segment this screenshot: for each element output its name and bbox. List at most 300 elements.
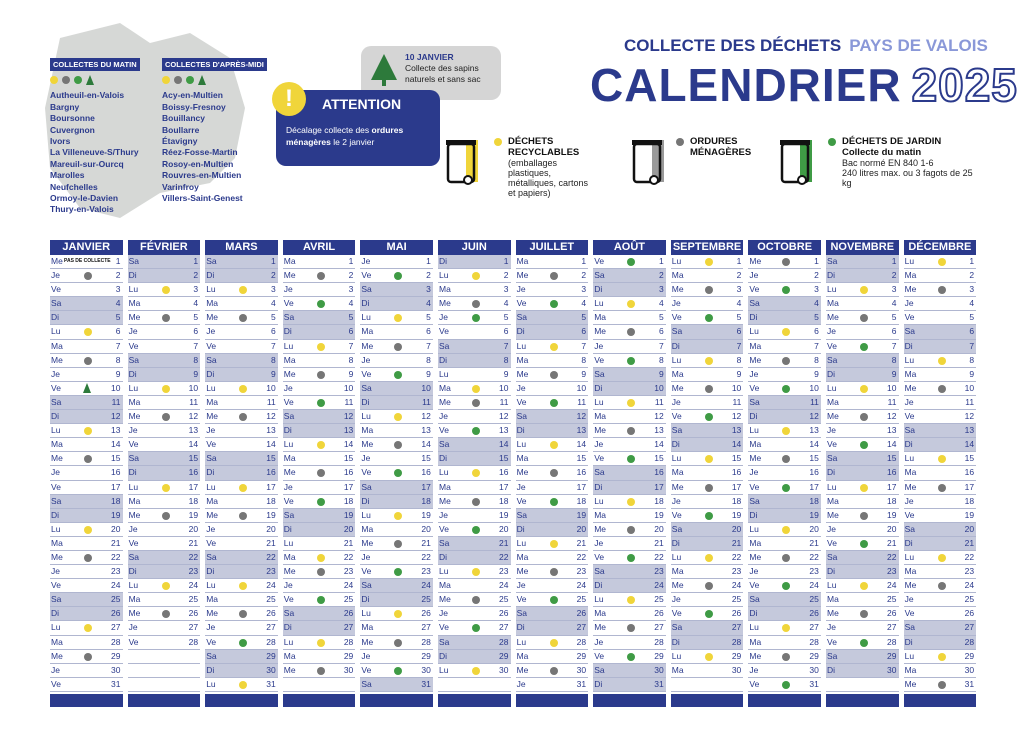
- day-row: [283, 650, 356, 664]
- jardin-dot: [782, 286, 790, 294]
- legend-jardin: DÉCHETS DE JARDIN Collecte du matin Bac normé EN 840 1-6 240 litres max. ou 3 fagots de 25 kg: [828, 136, 978, 188]
- day-name: Di: [361, 594, 370, 605]
- jardin-dot: [550, 399, 558, 407]
- day-number: 3: [814, 284, 819, 295]
- day-name: Sa: [827, 453, 838, 464]
- month-footer: [516, 694, 589, 707]
- day-name: Lu: [206, 481, 216, 492]
- morning-communes: [50, 58, 140, 216]
- day-name: Ve: [904, 411, 915, 422]
- recyclables-dot: [705, 357, 713, 365]
- day-number: 23: [343, 566, 354, 577]
- recyclables-dot: [394, 314, 402, 322]
- day-row: [593, 255, 666, 269]
- day-name: Me: [51, 354, 63, 365]
- day-row: [593, 621, 666, 635]
- day-name: Sa: [516, 509, 527, 520]
- day-name: Di: [206, 467, 215, 478]
- day-number: 24: [188, 580, 199, 591]
- day-row: [593, 607, 666, 621]
- day-number: 10: [576, 382, 587, 393]
- day-number: 6: [736, 326, 742, 337]
- day-number: 15: [343, 453, 354, 464]
- day-number: 17: [576, 481, 587, 492]
- menageres-dot: [782, 653, 790, 661]
- day-name: Me: [283, 270, 296, 281]
- day-row: [360, 311, 433, 325]
- day-number: 11: [577, 396, 587, 407]
- day-name: Di: [904, 439, 913, 450]
- day-name: Me: [904, 481, 917, 492]
- day-number: 21: [188, 537, 199, 548]
- day-name: Je: [439, 411, 448, 422]
- recyclables-dot: [705, 455, 713, 463]
- day-row: [671, 255, 744, 269]
- day-name: Je: [128, 523, 138, 534]
- day-number: 16: [343, 467, 354, 478]
- day-row: [826, 621, 899, 635]
- day-row: [671, 579, 744, 593]
- month-header: JANVIER: [50, 240, 123, 255]
- day-row: [904, 297, 977, 311]
- day-number: 12: [188, 411, 199, 422]
- day-number: 7: [891, 340, 897, 351]
- day-number: 13: [731, 425, 742, 436]
- day-name: Me: [671, 284, 684, 295]
- day-row: [283, 664, 356, 678]
- month-header: JUILLET: [516, 240, 589, 255]
- day-row: [904, 382, 977, 396]
- day-name: Je: [827, 326, 836, 337]
- day-name: Ve: [206, 537, 217, 548]
- day-name: Je: [749, 664, 759, 675]
- day-name: Je: [361, 551, 371, 562]
- menageres-dot: [705, 484, 713, 492]
- recyclables-dot: [627, 300, 635, 308]
- day-name: Lu: [51, 523, 61, 534]
- day-row: [205, 382, 278, 396]
- day-name: Ma: [671, 270, 684, 281]
- day-number: 22: [576, 551, 587, 562]
- day-number: 29: [887, 650, 897, 661]
- day-row: [360, 650, 433, 664]
- day-row: [593, 368, 666, 382]
- day-row: [283, 481, 356, 495]
- day-row: [438, 621, 511, 635]
- day-name: Ma: [904, 270, 917, 281]
- day-name: Ma: [283, 256, 296, 266]
- day-name: Me: [283, 467, 296, 478]
- day-number: 12: [111, 411, 121, 422]
- day-name: Je: [51, 566, 60, 577]
- day-number: 14: [731, 439, 742, 450]
- day-number: 17: [188, 481, 199, 492]
- day-number: 16: [266, 467, 276, 478]
- day-number: 16: [964, 467, 975, 478]
- day-row: [904, 396, 977, 410]
- day-number: 9: [891, 368, 897, 379]
- day-number: 13: [809, 425, 819, 436]
- day-number: 11: [965, 396, 975, 407]
- day-name: Ve: [827, 340, 837, 351]
- day-name: Di: [283, 622, 292, 633]
- day-name: Di: [51, 411, 60, 422]
- day-name: Ma: [128, 396, 141, 407]
- day-name: Ve: [594, 453, 605, 464]
- menageres-dot: [162, 413, 170, 421]
- commune-name: Varinfroy: [162, 181, 199, 192]
- day-row: [128, 368, 201, 382]
- month-column: [128, 240, 201, 707]
- day-name: Di: [671, 439, 680, 450]
- commune-name: Ivors: [50, 136, 71, 147]
- day-number: 10: [731, 382, 742, 393]
- day-row: [516, 537, 589, 551]
- day-number: 4: [193, 298, 199, 309]
- day-name: Me: [128, 608, 141, 619]
- day-row: [826, 523, 899, 537]
- day-row: [904, 509, 977, 523]
- recyclables-dot: [938, 357, 946, 365]
- day-row: [50, 283, 123, 297]
- day-row: [438, 424, 511, 438]
- day-number: 21: [343, 537, 354, 548]
- day-name: Sa: [671, 425, 683, 436]
- day-name: Di: [594, 284, 603, 295]
- day-row: [516, 354, 589, 368]
- day-number: 13: [499, 425, 509, 436]
- day-number: 11: [344, 396, 354, 407]
- day-row: [593, 509, 666, 523]
- day-number: 7: [270, 340, 276, 351]
- commune-name: Autheuil-en-Valois: [50, 90, 125, 101]
- day-name: Sa: [594, 368, 605, 379]
- day-name: Me: [51, 256, 63, 266]
- day-name: Lu: [361, 608, 371, 619]
- day-number: 24: [266, 580, 276, 591]
- day-name: Me: [128, 411, 141, 422]
- day-row: [50, 607, 123, 621]
- menageres-dot: [938, 582, 946, 590]
- day-number: 23: [111, 566, 121, 577]
- jardin-dot: [705, 610, 713, 618]
- day-number: 10: [421, 382, 431, 393]
- day-number: 24: [576, 580, 587, 591]
- recyclables-dot: [938, 554, 946, 562]
- day-number: 22: [343, 551, 354, 562]
- day-number: 12: [964, 411, 975, 422]
- day-number: 21: [499, 537, 509, 548]
- day-name: Me: [671, 382, 684, 393]
- day-name: Ve: [206, 439, 217, 450]
- tree-icon: [198, 75, 206, 85]
- day-name: Ve: [361, 664, 372, 675]
- day-number: 20: [266, 523, 276, 534]
- day-row: [516, 396, 589, 410]
- day-name: Me: [516, 467, 529, 478]
- day-number: 1: [193, 256, 199, 266]
- day-number: 9: [736, 368, 742, 379]
- day-row: [826, 509, 899, 523]
- day-row: [205, 593, 278, 607]
- commune-name: Boissy-Fresnoy: [162, 101, 226, 112]
- day-number: 8: [503, 354, 509, 365]
- day-number: 20: [421, 523, 431, 534]
- day-name: Di: [51, 312, 60, 323]
- day-name: Di: [283, 326, 292, 337]
- day-number: 6: [814, 326, 819, 337]
- day-number: 25: [499, 594, 509, 605]
- day-name: Je: [361, 354, 371, 365]
- day-name: Sa: [594, 270, 605, 281]
- day-row: [826, 664, 899, 678]
- recyclables-dot: [782, 624, 790, 632]
- menageres-dot: [550, 371, 558, 379]
- day-row: [128, 537, 201, 551]
- day-number: 5: [426, 312, 431, 323]
- recyclables-dot: [472, 385, 480, 393]
- day-name: Je: [51, 270, 60, 281]
- day-name: Me: [361, 439, 374, 450]
- day-name: Lu: [206, 284, 216, 295]
- day-name: Lu: [516, 340, 527, 351]
- day-row: [283, 255, 356, 269]
- recyclables-dot: [394, 512, 402, 520]
- day-name: Me: [206, 608, 218, 619]
- day-name: Ma: [206, 594, 218, 605]
- day-name: Sa: [361, 580, 372, 591]
- day-row: [283, 368, 356, 382]
- day-number: 27: [887, 622, 897, 633]
- day-row: [50, 495, 123, 509]
- day-row: [205, 438, 278, 452]
- day-row: [593, 354, 666, 368]
- day-number: 13: [421, 425, 431, 436]
- month-column: [671, 240, 744, 707]
- day-row: [593, 466, 666, 480]
- day-name: Lu: [516, 636, 527, 647]
- afternoon-communes: [162, 58, 267, 204]
- day-name: Ma: [206, 396, 218, 407]
- day-row: [360, 452, 433, 466]
- menageres-dot: [550, 667, 558, 675]
- day-name: Ve: [516, 396, 527, 407]
- day-name: Ma: [904, 566, 917, 577]
- day-row: [128, 340, 201, 354]
- day-name: Je: [283, 382, 293, 393]
- day-name: Me: [749, 453, 762, 464]
- jardin-dot: [394, 568, 402, 576]
- day-row: [283, 678, 356, 692]
- day-number: 6: [658, 326, 664, 337]
- day-number: 26: [654, 608, 664, 619]
- day-number: 12: [421, 411, 431, 422]
- jardin-dot: [550, 498, 558, 506]
- day-number: 8: [193, 354, 199, 365]
- day-name: Lu: [439, 566, 449, 577]
- day-row: [360, 565, 433, 579]
- day-name: Lu: [51, 326, 61, 337]
- day-row: [748, 340, 821, 354]
- day-number: 1: [426, 256, 431, 266]
- legend-recyclables: DÉCHETS RECYCLABLES (emballages plastiques, métalliques, cartons et papiers): [486, 136, 596, 198]
- day-row: [205, 452, 278, 466]
- day-number: 2: [658, 270, 664, 281]
- day-number: 10: [499, 382, 509, 393]
- day-name: Sa: [128, 354, 139, 365]
- day-number: 18: [887, 495, 897, 506]
- day-number: 29: [266, 650, 276, 661]
- day-row: [516, 509, 589, 523]
- jardin-dot: [860, 441, 868, 449]
- day-number: 30: [809, 664, 819, 675]
- day-number: 17: [266, 481, 276, 492]
- commune-name: Boullarre: [162, 124, 200, 135]
- day-number: 23: [188, 566, 199, 577]
- month-footer: [205, 694, 278, 707]
- day-name: Ma: [206, 298, 218, 309]
- day-number: 21: [964, 537, 975, 548]
- day-number: 25: [421, 594, 431, 605]
- day-row: [360, 495, 433, 509]
- day-number: 12: [499, 411, 509, 422]
- day-row: [128, 396, 201, 410]
- day-name: Je: [594, 340, 604, 351]
- day-row: [438, 311, 511, 325]
- commune-name: Boursonne: [50, 113, 95, 124]
- day-name: Ve: [283, 594, 294, 605]
- day-name: Me: [594, 326, 606, 337]
- day-row: [283, 297, 356, 311]
- day-row: [904, 650, 977, 664]
- menageres-dot: [938, 385, 946, 393]
- afternoon-dots: [162, 74, 267, 86]
- day-name: Di: [206, 368, 215, 379]
- day-name: Sa: [749, 495, 760, 506]
- day-name: Ve: [206, 636, 217, 647]
- day-number: 28: [654, 636, 664, 647]
- jardin-dot: [550, 596, 558, 604]
- day-number: 11: [654, 396, 664, 407]
- day-number: 1: [814, 256, 819, 266]
- day-number: 5: [736, 312, 742, 323]
- day-number: 2: [270, 270, 276, 281]
- recyclables-dot: [860, 484, 868, 492]
- day-number: 8: [115, 354, 121, 365]
- day-number: 16: [421, 467, 431, 478]
- day-number: 16: [499, 467, 509, 478]
- day-name: Di: [206, 566, 215, 577]
- day-number: 1: [115, 256, 121, 266]
- day-number: 6: [270, 326, 276, 337]
- day-number: 10: [188, 382, 199, 393]
- day-row: [205, 354, 278, 368]
- day-row: [516, 565, 589, 579]
- day-name: Je: [128, 622, 138, 633]
- day-number: 14: [343, 439, 354, 450]
- jardin-dot: [860, 540, 868, 548]
- day-number: 8: [270, 354, 276, 365]
- day-row: [360, 269, 433, 283]
- day-row: [748, 424, 821, 438]
- day-row: [360, 579, 433, 593]
- day-row: [516, 523, 589, 537]
- day-row: [438, 452, 511, 466]
- day-name: Ve: [439, 622, 449, 633]
- day-row: [128, 452, 201, 466]
- day-number: 2: [969, 270, 975, 281]
- menageres-dot: [938, 484, 946, 492]
- menageres-dot: [627, 526, 635, 534]
- day-name: Me: [439, 594, 451, 605]
- day-row: [671, 325, 744, 339]
- day-number: 24: [809, 580, 819, 591]
- day-name: Sa: [361, 678, 372, 689]
- menageres-dot: [860, 512, 868, 520]
- day-row: [904, 678, 977, 692]
- day-row: [283, 537, 356, 551]
- recyclables-dot: [472, 469, 480, 477]
- day-name: Lu: [283, 439, 294, 450]
- day-row: [283, 452, 356, 466]
- day-number: 18: [343, 495, 354, 506]
- day-row: [671, 636, 744, 650]
- recyclables-dot: [84, 328, 92, 336]
- menageres-dot: [317, 568, 325, 576]
- day-name: Je: [51, 664, 60, 675]
- menageres-dot: [394, 639, 402, 647]
- day-name: Di: [439, 453, 448, 464]
- day-number: 11: [499, 396, 509, 407]
- day-name: Lu: [671, 256, 682, 266]
- day-number: 1: [891, 256, 897, 266]
- day-name: Je: [283, 580, 293, 591]
- day-name: Lu: [904, 354, 915, 365]
- day-number: 31: [809, 678, 819, 689]
- commune-name: Marolles: [50, 170, 85, 181]
- day-row: [205, 396, 278, 410]
- jardin-dot: [860, 639, 868, 647]
- day-row: [438, 325, 511, 339]
- day-row: [671, 607, 744, 621]
- day-number: 29: [421, 650, 431, 661]
- day-name: Me: [594, 622, 606, 633]
- month-header: AOÛT: [593, 240, 666, 255]
- day-number: 28: [421, 636, 431, 647]
- day-number: 12: [654, 411, 664, 422]
- day-number: 29: [809, 650, 819, 661]
- day-name: Je: [128, 425, 138, 436]
- day-number: 5: [969, 312, 975, 323]
- day-name: Lu: [904, 256, 915, 266]
- day-row: [671, 354, 744, 368]
- day-row: [593, 636, 666, 650]
- day-row: [826, 410, 899, 424]
- menageres-dot: [394, 540, 402, 548]
- day-number: 29: [343, 650, 354, 661]
- day-number: 27: [809, 622, 819, 633]
- day-number: 14: [576, 439, 587, 450]
- day-row: [593, 424, 666, 438]
- jardin-dot: [627, 258, 635, 266]
- day-row: [205, 424, 278, 438]
- day-number: 24: [111, 580, 121, 591]
- day-name: Di: [827, 467, 836, 478]
- day-name: Me: [904, 678, 917, 689]
- day-number: 1: [503, 256, 509, 266]
- day-name: Ve: [749, 678, 760, 689]
- day-name: Lu: [283, 636, 294, 647]
